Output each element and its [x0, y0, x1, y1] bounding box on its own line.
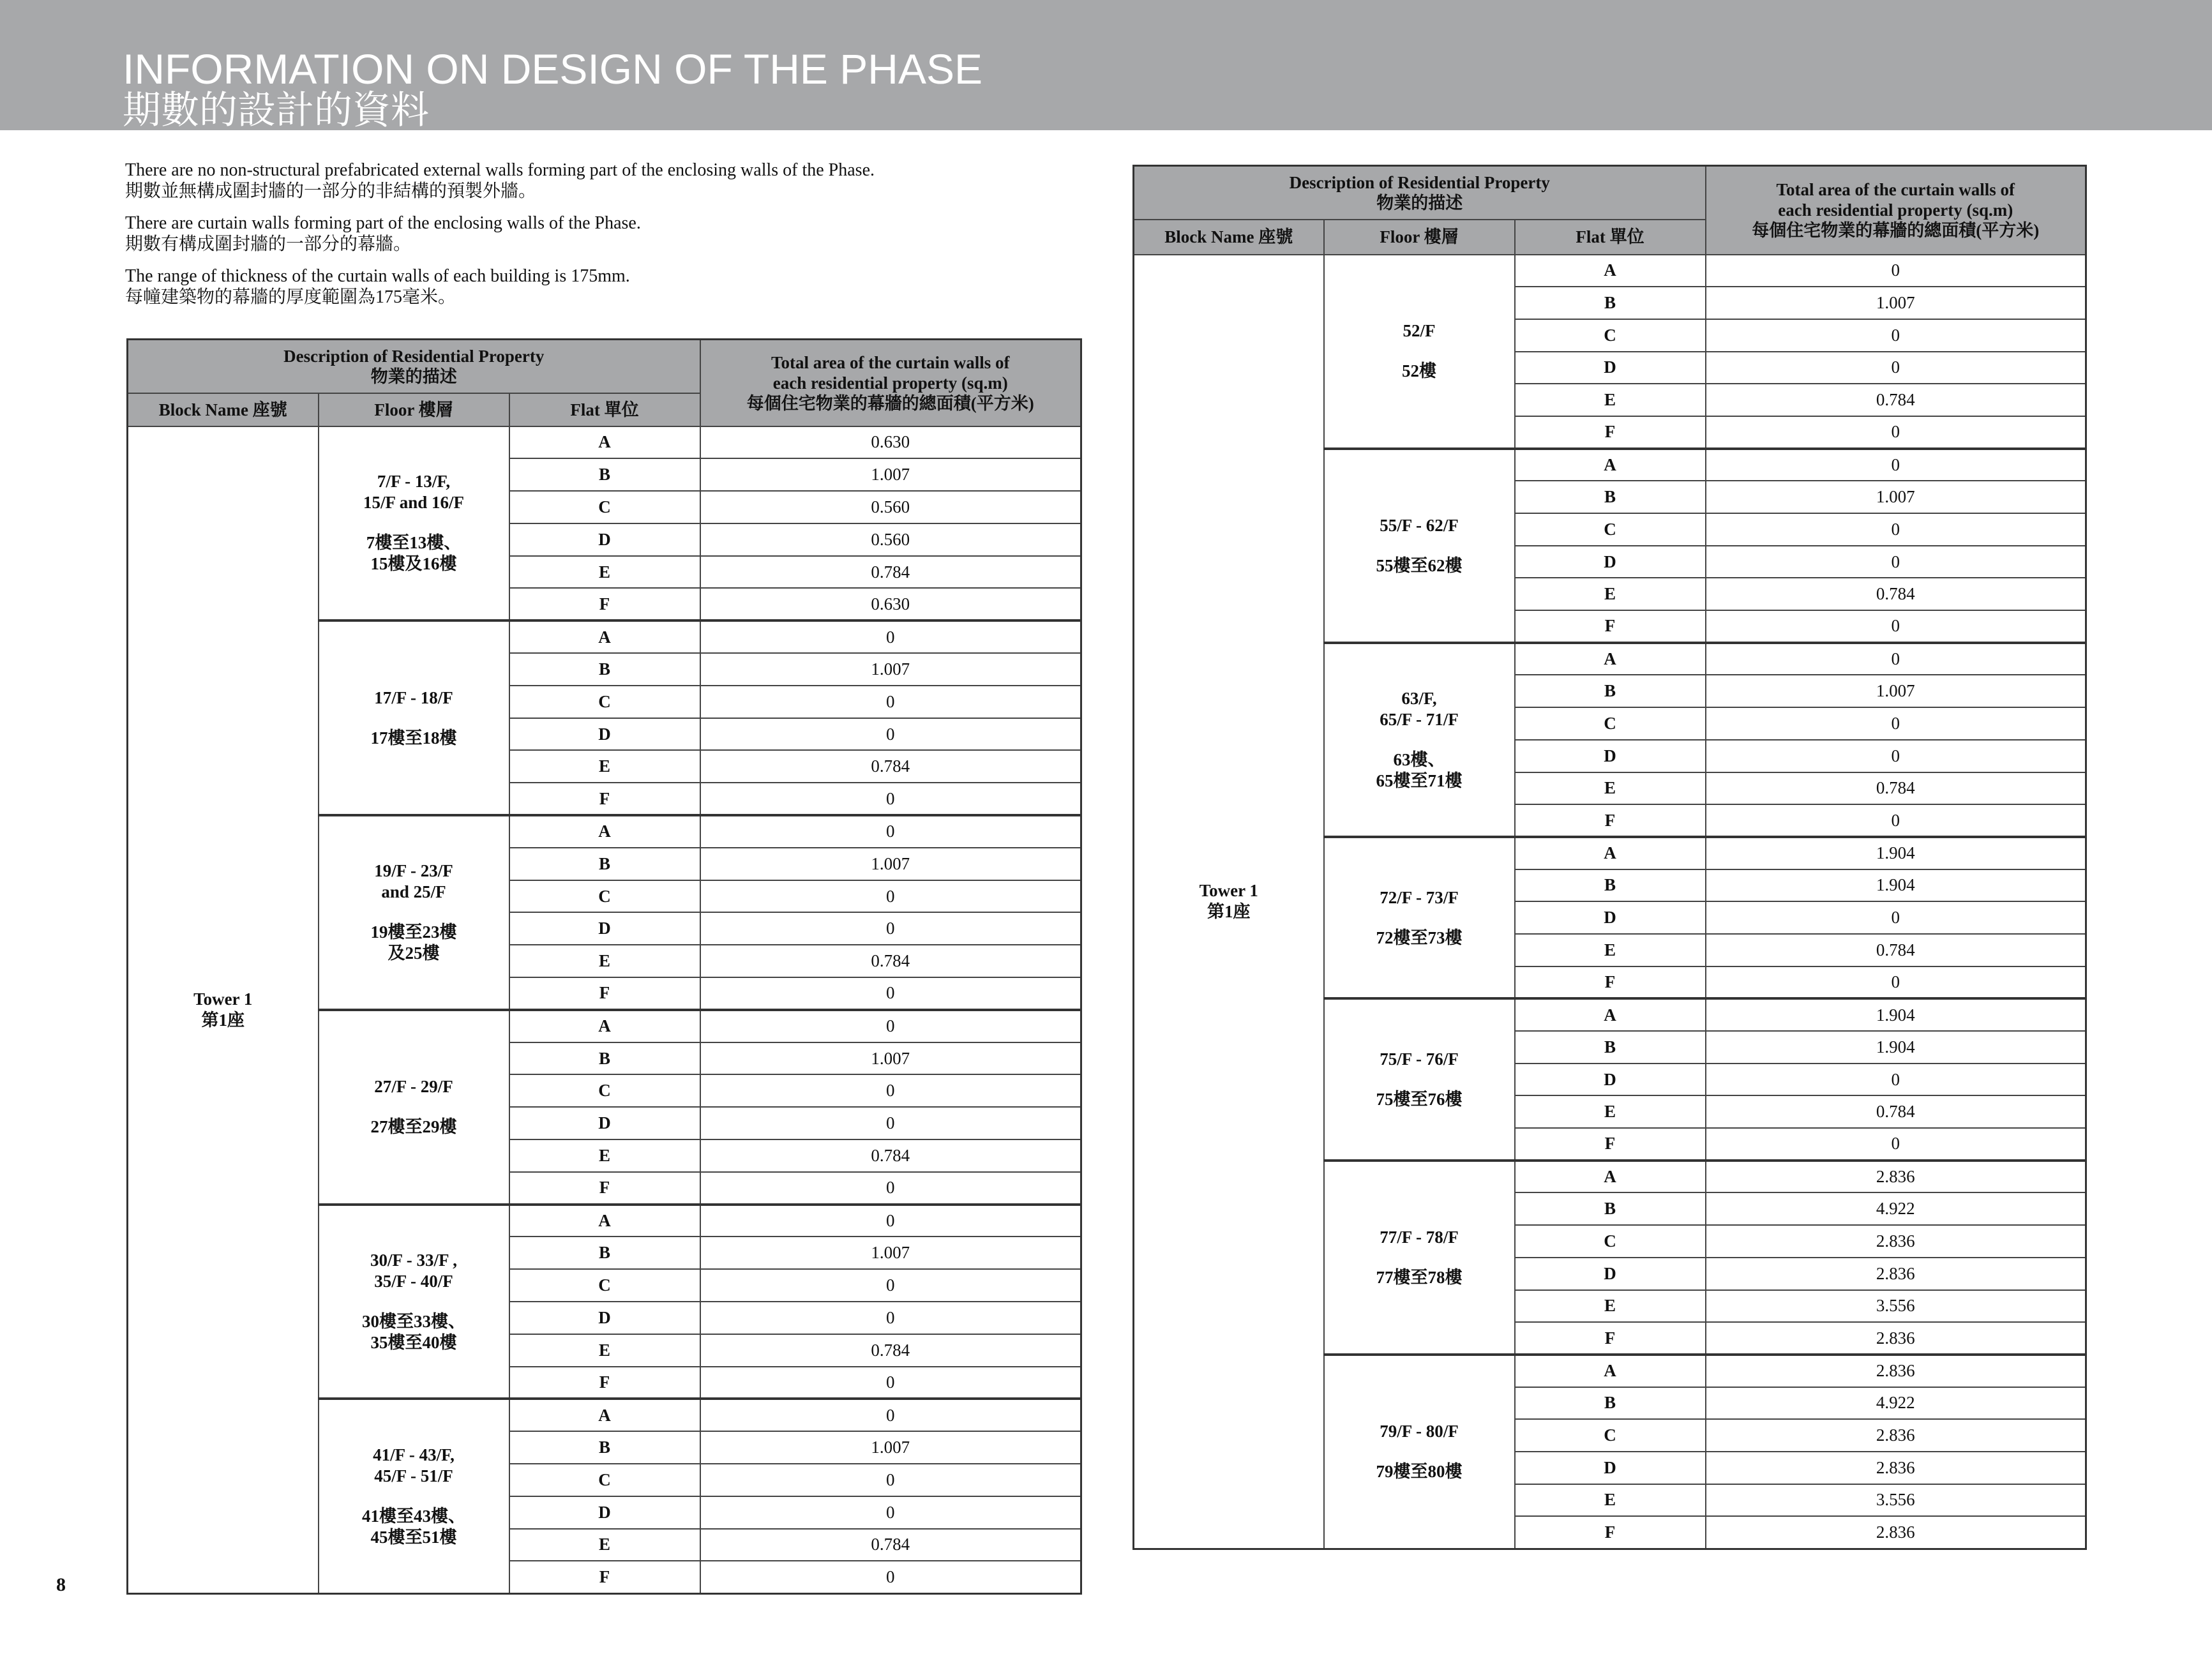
- area-header: [700, 340, 1081, 426]
- curtain-wall-area-cell: 0: [700, 815, 1081, 848]
- curtain-wall-area-cell: 4.922: [1706, 1387, 2086, 1420]
- curtain-wall-area-cell: 0: [1706, 966, 2086, 999]
- flat-cell: C: [1515, 1225, 1706, 1258]
- description-header: [1134, 166, 1706, 220]
- flat-cell: A: [509, 620, 700, 653]
- flat-cell: E: [1515, 1290, 1706, 1323]
- curtain-wall-area-cell: 0: [1706, 610, 2086, 643]
- flat-cell: D: [1515, 352, 1706, 384]
- flat-cell: F: [1515, 1128, 1706, 1161]
- flat-cell: D: [1515, 546, 1706, 578]
- curtain-wall-area-cell: 1.007: [700, 1431, 1081, 1464]
- intro-zh: 每幢建築物的幕牆的厚度範圍為175毫米。: [125, 287, 456, 307]
- curtain-wall-area-cell: 0: [1706, 1064, 2086, 1096]
- flat-cell: A: [1515, 255, 1706, 287]
- floor-range-en: 79/F - 80/F: [1380, 1422, 1459, 1441]
- curtain-wall-area-cell: 0.784: [700, 945, 1081, 977]
- curtain-wall-area-cell: 0: [700, 620, 1081, 653]
- curtain-wall-area-cell: 0: [1706, 804, 2086, 837]
- floor-range-cell: [319, 426, 509, 621]
- flat-cell: A: [1515, 643, 1706, 675]
- curtain-wall-area-cell: 0: [1706, 319, 2086, 352]
- curtain-wall-area-cell: 0: [700, 977, 1081, 1010]
- curtain-wall-area-cell: 0: [700, 1464, 1081, 1496]
- floor-range-en: 72/F - 73/F: [1380, 887, 1459, 907]
- table-row: [128, 426, 1081, 459]
- table-row: [1134, 255, 2086, 287]
- floor-range-zh: 55樓至62樓: [1376, 555, 1463, 575]
- flat-cell: A: [509, 1205, 700, 1237]
- flat-cell: E: [509, 556, 700, 589]
- curtain-wall-area-cell: 0: [1706, 643, 2086, 675]
- flat-cell: D: [1515, 1064, 1706, 1096]
- floor-range-en: 63/F,: [1401, 688, 1437, 708]
- flat-cell: D: [509, 1302, 700, 1334]
- title-banner: [0, 0, 2212, 133]
- flat-cell: F: [509, 1561, 700, 1593]
- flat-cell: E: [509, 1139, 700, 1172]
- curtain-wall-area-cell: 0.784: [1706, 934, 2086, 966]
- flat-cell: F: [1515, 1516, 1706, 1549]
- curtain-wall-area-cell: 2.836: [1706, 1258, 2086, 1290]
- block-column-header: Block Name 座號: [128, 393, 319, 426]
- flat-cell: E: [509, 945, 700, 977]
- flat-cell: B: [1515, 869, 1706, 902]
- floor-range-zh: 17樓至18樓: [370, 728, 457, 748]
- floor-range-en: 77/F - 78/F: [1380, 1227, 1459, 1247]
- flat-cell: C: [509, 686, 700, 718]
- flat-cell: A: [509, 426, 700, 459]
- curtain-wall-area-cell: 0: [700, 880, 1081, 913]
- curtain-wall-area-cell: 0: [700, 1399, 1081, 1431]
- flat-cell: B: [509, 1431, 700, 1464]
- floor-range-cell: [1324, 1355, 1515, 1549]
- curtain-wall-area-cell: 2.836: [1706, 1161, 2086, 1193]
- curtain-wall-area-cell: 0.784: [700, 1334, 1081, 1367]
- flat-cell: E: [1515, 1095, 1706, 1128]
- curtain-wall-area-cell: 0: [1706, 546, 2086, 578]
- floor-range-cell: [319, 815, 509, 1010]
- floor-range-zh: 79樓至80樓: [1376, 1462, 1463, 1482]
- flat-cell: A: [509, 1010, 700, 1042]
- curtain-wall-area-cell: 0: [700, 783, 1081, 815]
- floor-range-en: 75/F - 76/F: [1380, 1049, 1459, 1069]
- flat-cell: B: [509, 458, 700, 491]
- intro-en: There are curtain walls forming part of the enclosing walls of the Phase.: [125, 213, 641, 233]
- flat-cell: C: [509, 1464, 700, 1496]
- curtain-wall-area-cell: 0.784: [700, 1529, 1081, 1561]
- floor-range-en: 35/F - 40/F: [374, 1272, 453, 1291]
- floor-range-en: 55/F - 62/F: [1380, 515, 1459, 535]
- floor-range-zh: 72樓至73樓: [1376, 928, 1463, 947]
- flat-cell: D: [509, 1107, 700, 1139]
- floor-range-cell: [1324, 837, 1515, 998]
- curtain-wall-area-cell: 2.836: [1706, 1225, 2086, 1258]
- floor-range-cell: [1324, 449, 1515, 643]
- curtain-wall-area-cell: 2.836: [1706, 1419, 2086, 1452]
- floor-range-cell: [1324, 1161, 1515, 1355]
- floor-range-en: 17/F - 18/F: [374, 688, 453, 707]
- curtain-wall-area-cell: 0.784: [700, 556, 1081, 589]
- curtain-wall-area-cell: 0.784: [1706, 384, 2086, 416]
- floor-range-cell: [1324, 643, 1515, 837]
- curtain-wall-area-cell: 0.784: [1706, 578, 2086, 610]
- floor-range-zh: 30樓至33樓、: [362, 1312, 465, 1332]
- block-name-cell: [128, 426, 319, 1594]
- flat-cell: C: [1515, 319, 1706, 352]
- flat-cell: D: [1515, 901, 1706, 934]
- floor-range-en: 30/F - 33/F ,: [370, 1251, 457, 1270]
- curtain-wall-area-cell: 0.630: [700, 588, 1081, 620]
- floor-range-cell: [319, 1399, 509, 1593]
- flat-cell: A: [1515, 837, 1706, 869]
- flat-cell: A: [509, 815, 700, 848]
- floor-range-zh: 45樓至51樓: [370, 1528, 457, 1547]
- curtain-wall-area-cell: 1.904: [1706, 998, 2086, 1031]
- area-header: [1706, 166, 2086, 255]
- floor-range-en: 52/F: [1403, 321, 1436, 341]
- flat-cell: D: [509, 912, 700, 945]
- curtain-wall-area-cell: 2.836: [1706, 1355, 2086, 1387]
- flat-cell: B: [1515, 287, 1706, 319]
- block-name-cell: [1134, 255, 1324, 1549]
- flat-cell: F: [1515, 804, 1706, 837]
- floor-range-cell: [319, 1205, 509, 1399]
- flat-cell: E: [1515, 578, 1706, 610]
- curtain-wall-area-cell: 0.784: [700, 750, 1081, 783]
- flat-cell: F: [1515, 416, 1706, 449]
- curtain-wall-area-cell: 2.836: [1706, 1322, 2086, 1355]
- flat-cell: C: [509, 1074, 700, 1107]
- curtain-wall-area-cell: 0: [1706, 901, 2086, 934]
- floor-range-en: and 25/F: [381, 882, 446, 902]
- floor-range-en: 27/F - 29/F: [374, 1077, 453, 1097]
- curtain-wall-area-cell: 0: [700, 1107, 1081, 1139]
- curtain-wall-area-cell: 0: [700, 912, 1081, 945]
- flat-cell: B: [509, 1237, 700, 1269]
- curtain-wall-area-cell: 0: [700, 1561, 1081, 1593]
- curtain-wall-area-cell: 1.904: [1706, 869, 2086, 902]
- curtain-wall-area-cell: 0.560: [700, 523, 1081, 556]
- floor-range-cell: [1324, 255, 1515, 449]
- curtain-wall-area-cell: 0: [700, 1205, 1081, 1237]
- floor-column-header: Floor 樓層: [1324, 220, 1515, 255]
- intro-zh: 期數並無構成圍封牆的一部分的非結構的預製外牆。: [125, 181, 537, 201]
- flat-column-header: Flat 單位: [509, 393, 700, 426]
- flat-cell: F: [1515, 966, 1706, 999]
- flat-cell: B: [509, 1042, 700, 1075]
- curtain-wall-area-cell: 2.836: [1706, 1452, 2086, 1484]
- curtain-wall-area-cell: 1.007: [700, 1042, 1081, 1075]
- flat-cell: A: [1515, 1161, 1706, 1193]
- area-header-zh: 每個住宅物業的幕牆的總面積(平方米): [1752, 221, 2040, 241]
- curtain-wall-area-cell: 1.007: [1706, 287, 2086, 319]
- curtain-wall-area-cell: 0.784: [700, 1139, 1081, 1172]
- floor-range-en: 15/F and 16/F: [363, 493, 465, 513]
- flat-cell: A: [1515, 1355, 1706, 1387]
- flat-cell: B: [1515, 675, 1706, 707]
- intro-en: The range of thickness of the curtain walls of each building is 175mm.: [125, 266, 630, 286]
- curtain-wall-area-cell: 1.904: [1706, 837, 2086, 869]
- flat-cell: B: [509, 848, 700, 880]
- curtain-wall-area-cell: 4.922: [1706, 1192, 2086, 1225]
- floor-range-en: 19/F - 23/F: [374, 861, 453, 881]
- flat-cell: E: [1515, 384, 1706, 416]
- flat-cell: D: [1515, 1452, 1706, 1484]
- flat-cell: E: [509, 1334, 700, 1367]
- flat-cell: D: [509, 718, 700, 751]
- curtain-wall-area-cell: 0: [700, 686, 1081, 718]
- flat-column-header: Flat 單位: [1515, 220, 1706, 255]
- curtain-wall-area-cell: 0.784: [1706, 772, 2086, 805]
- curtain-wall-area-cell: 1.904: [1706, 1031, 2086, 1064]
- curtain-wall-area-cell: 0: [1706, 255, 2086, 287]
- curtain-wall-area-cell: 0: [1706, 352, 2086, 384]
- floor-range-cell: [319, 1010, 509, 1205]
- flat-cell: E: [1515, 934, 1706, 966]
- flat-cell: A: [1515, 449, 1706, 481]
- curtain-wall-area-cell: 0: [700, 1074, 1081, 1107]
- intro-paragraph: [125, 213, 1083, 255]
- flat-cell: F: [509, 1367, 700, 1399]
- page-number: 8: [56, 1574, 66, 1595]
- flat-cell: C: [1515, 513, 1706, 546]
- block-name-zh: 第1座: [201, 1010, 245, 1030]
- flat-cell: C: [509, 1269, 700, 1302]
- intro-en: There are no non-structural prefabricated external walls forming part of the enclosing walls of the Phase.: [125, 160, 875, 180]
- floor-range-cell: [319, 620, 509, 815]
- description-header-zh: 物業的描述: [1376, 193, 1463, 213]
- floor-range-zh: 41樓至43樓、: [362, 1507, 465, 1526]
- flat-cell: B: [1515, 1387, 1706, 1420]
- intro-zh: 期數有構成圍封牆的一部分的幕牆。: [125, 234, 412, 254]
- flat-cell: F: [1515, 610, 1706, 643]
- curtain-wall-table-left: [126, 338, 1082, 1595]
- block-name-zh: 第1座: [1207, 902, 1251, 921]
- flat-cell: C: [1515, 1419, 1706, 1452]
- flat-cell: E: [1515, 1484, 1706, 1517]
- curtain-wall-area-cell: 3.556: [1706, 1484, 2086, 1517]
- curtain-wall-area-cell: 0: [700, 1302, 1081, 1334]
- curtain-wall-area-cell: 1.007: [1706, 675, 2086, 707]
- flat-cell: E: [509, 750, 700, 783]
- curtain-wall-area-cell: 1.007: [700, 653, 1081, 686]
- curtain-wall-area-cell: 1.007: [700, 848, 1081, 880]
- floor-range-zh: 15樓及16樓: [370, 554, 457, 574]
- flat-cell: E: [1515, 772, 1706, 805]
- area-header-en-1: Total area of the curtain walls of: [1776, 180, 2015, 200]
- flat-cell: D: [1515, 1258, 1706, 1290]
- floor-range-en: 65/F - 71/F: [1380, 709, 1459, 729]
- floor-range-zh: 63樓、: [1393, 749, 1445, 769]
- curtain-wall-area-cell: 0: [1706, 416, 2086, 449]
- flat-cell: D: [509, 1496, 700, 1529]
- curtain-wall-area-cell: 1.007: [700, 1237, 1081, 1269]
- description-header-zh: 物業的描述: [370, 366, 457, 386]
- flat-cell: F: [509, 1172, 700, 1205]
- curtain-wall-area-cell: 1.007: [700, 458, 1081, 491]
- curtain-wall-area-cell: 0: [700, 1010, 1081, 1042]
- floor-range-zh: 52樓: [1402, 361, 1436, 381]
- curtain-wall-area-cell: 0: [1706, 1128, 2086, 1161]
- intro-paragraph: [125, 266, 1083, 308]
- curtain-wall-area-cell: 0: [700, 1496, 1081, 1529]
- flat-cell: C: [509, 880, 700, 913]
- flat-cell: E: [509, 1529, 700, 1561]
- floor-range-zh: 19樓至23樓: [370, 922, 457, 942]
- floor-range-zh: 35樓至40樓: [370, 1333, 457, 1353]
- curtain-wall-area-cell: 0: [1706, 707, 2086, 740]
- curtain-wall-area-cell: 0.630: [700, 426, 1081, 459]
- area-header-zh: 每個住宅物業的幕牆的總面積(平方米): [746, 393, 1034, 413]
- floor-range-zh: 65樓至71樓: [1376, 771, 1463, 790]
- curtain-wall-area-cell: 0: [700, 1269, 1081, 1302]
- flat-cell: B: [509, 653, 700, 686]
- flat-cell: D: [509, 523, 700, 556]
- floor-range-en: 45/F - 51/F: [374, 1466, 453, 1486]
- flat-cell: F: [509, 977, 700, 1010]
- flat-cell: B: [1515, 1031, 1706, 1064]
- description-header-en: Description of Residential Property: [1289, 172, 1550, 192]
- flat-cell: F: [1515, 1322, 1706, 1355]
- curtain-wall-area-cell: 1.007: [1706, 481, 2086, 513]
- intro-text: [125, 160, 1083, 319]
- floor-range-zh: 27樓至29樓: [370, 1117, 457, 1137]
- curtain-wall-area-cell: 0: [1706, 740, 2086, 772]
- curtain-wall-area-cell: 2.836: [1706, 1516, 2086, 1549]
- floor-column-header: Floor 樓層: [319, 393, 509, 426]
- curtain-wall-table-right: [1132, 165, 2087, 1550]
- floor-range-cell: [1324, 998, 1515, 1160]
- flat-cell: D: [1515, 740, 1706, 772]
- flat-cell: A: [509, 1399, 700, 1431]
- description-header-en: Description of Residential Property: [283, 346, 545, 366]
- curtain-wall-area-cell: 0: [700, 1172, 1081, 1205]
- floor-range-zh: 及25樓: [387, 944, 440, 963]
- floor-range-en: 7/F - 13/F,: [377, 472, 451, 492]
- block-name-en: Tower 1: [1199, 881, 1258, 900]
- intro-paragraph: [125, 160, 1083, 202]
- page-title-en: INFORMATION ON DESIGN OF THE PHASE: [123, 45, 983, 93]
- description-header: [128, 340, 700, 393]
- area-header-en-2: each residential property (sq.m): [772, 373, 1008, 393]
- flat-cell: F: [509, 783, 700, 815]
- flat-cell: C: [509, 491, 700, 523]
- area-header-en-2: each residential property (sq.m): [1778, 200, 2013, 220]
- area-header-en-1: Total area of the curtain walls of: [771, 352, 1010, 372]
- floor-range-zh: 75樓至76樓: [1376, 1090, 1463, 1109]
- curtain-wall-area-cell: 0.560: [700, 491, 1081, 523]
- flat-cell: C: [1515, 707, 1706, 740]
- floor-range-zh: 77樓至78樓: [1376, 1267, 1463, 1287]
- curtain-wall-area-cell: 3.556: [1706, 1290, 2086, 1323]
- curtain-wall-area-cell: 0: [1706, 449, 2086, 481]
- curtain-wall-area-cell: 0: [1706, 513, 2086, 546]
- flat-cell: F: [509, 588, 700, 620]
- flat-cell: B: [1515, 1192, 1706, 1225]
- flat-cell: B: [1515, 481, 1706, 513]
- block-name-en: Tower 1: [193, 989, 253, 1009]
- curtain-wall-area-cell: 0: [700, 718, 1081, 751]
- block-column-header: Block Name 座號: [1134, 220, 1324, 255]
- page-title-zh: 期數的設計的資料: [123, 88, 429, 133]
- curtain-wall-area-cell: 0: [700, 1367, 1081, 1399]
- floor-range-en: 41/F - 43/F,: [373, 1445, 455, 1465]
- floor-range-zh: 7樓至13樓、: [366, 533, 462, 553]
- curtain-wall-area-cell: 0.784: [1706, 1095, 2086, 1128]
- flat-cell: A: [1515, 998, 1706, 1031]
